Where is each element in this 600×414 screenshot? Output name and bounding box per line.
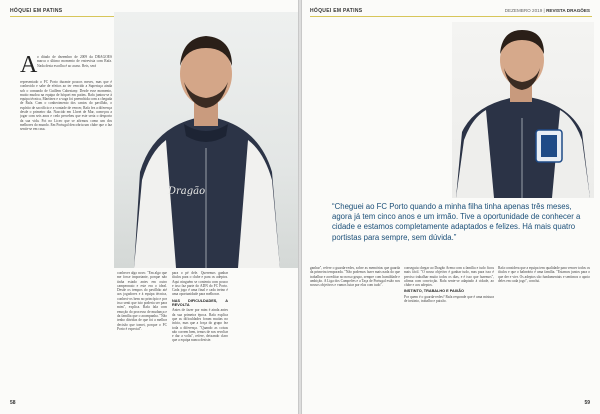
- right-column-2-text-2: Por quem é o guarda-redes? Rafa responde que é uma mistura de instinto, trabalho e paixão.: [404, 294, 494, 304]
- section-header-right: HÓQUEI EM PATINS: [310, 8, 363, 14]
- right-page: [302, 0, 600, 414]
- article-column-2: conhecer algo novo. "Em algo que me fosse importante, porque não tinha estado antes em outro campeonato e este era o ideal. Desde os tempos do pavilhão até aos jogadores e à equipa técnica, conheci-os bem no princípio e por isso senti que isto poderia ser para mim", explica. Rafa fala com emoção do processo de mudança e da família que o acompanha. "Não tenho dúvidas de que foi a melhor decisão que tomei, porque o FC Porto é especial".: [117, 271, 167, 331]
- header-rule-right: [310, 16, 592, 17]
- right-column-2-text: conseguiu chegar ao Dragão Arena com a família e tudo ficou mais fácil. "O nosso objetivo é ganhar tudo, mas para isso é preciso trabalhar muito todos os dias, e é isso que fazemos", afirma com convicção. Rafa sente-se adaptado à cidade, ao clube e aos adeptos.: [404, 266, 494, 288]
- article-column-1: representado o FC Porto durante poucos meses, mas que é conhecido e sabe de efeitos ao ter vencido a Supertaça ainda sob o comando de Guillem Cabestany. Desde esse momento, muito mudou na equipa de hóquei em patins. Rafa juntou-se à equipa técnica, Martínez e a vaga foi preenchida com a chegada de Rafa. Com o conhecimento dos cantos do pavilhão, o espírito de sacrifício e a vontade de vencer, Rafa fez a diferença desde o primeiro dia. Nascido em Lloret de Mar, começou a jogar com seis anos e cedo percebeu que este seria o desporto da sua vida. Foi no Liceo que se afirmou como um dos melhores do mundo. Em Portugal descobriu um clube que o faz sentir-se em casa.: [20, 80, 112, 132]
- player-portrait-illustration-2: [452, 22, 594, 198]
- article-column-3-text-2: Antes de fazer por mim é ainda antes da sua primeira época. Rafa explica que as dificuldades foram muitas no início, mas que a força do grupo fez toda a diferença. "Quando as coisas não correm bem, temos de nos revoltar e dar a volta", refere, deixando claro que a equipa nunca desiste.: [172, 308, 228, 343]
- subheading-dificuldades: NAS DIFICULDADES, A REVOLTA: [172, 298, 228, 308]
- issue-date: DEZEMBRO 2019: [504, 8, 543, 13]
- right-article-column-3: Rafa considera que a equipa tem qualidade para vencer todos os títulos e que o balneário é uma família. "Estamos juntos para o que der e vier. Os adeptos são fundamentais e sentimos o apoio deles em cada jogo", conclui.: [498, 266, 590, 283]
- player-photo-right: [452, 22, 594, 198]
- right-article-column-2: [404, 266, 494, 404]
- subheading-instinto: INSTINTO, TRABALHO E PAIXÃO: [404, 289, 464, 294]
- article-intro: o ditado de dezembro de 2009 da DRAGÕES marca o último momento de entrevista com Rafa. Nada desta escolha é ao acaso. Reis, será: [37, 55, 112, 68]
- player-portrait-illustration: [114, 12, 298, 268]
- drop-cap: A: [20, 52, 38, 78]
- article-column-3-text: para o pé dele. Queremos ganhar títulos para o clube e para os adeptos. Aqui ninguém se contenta com pouco e isso faz parte do ADN do FC Porto. Cada jogo é uma final e cada treino é uma oportunidade para melhorar.: [172, 271, 228, 297]
- right-article-column-1: ganhar", refere o guarda-redes, sobre as memórias que guarda da primeira temporada. "Não podemos fazer mais nada do que trabalhar e acreditar no nosso grupo, sempre com humildade e ambição. A Liga dos Campeões e a Taça de Portugal estão nos nossos objetivos e vamos lutar por elas com tudo".: [310, 266, 400, 288]
- issue-meta: [505, 8, 590, 13]
- pull-quote: “Cheguei ao FC Porto quando a minha filha tinha apenas três meses, agora já tem cinco anos e um irmão. Tive a oportunidade de conhecer a cidade e estamos completamente adaptados e felizes. Há mais quatro portistas para sempre, sem dúvida.”: [332, 202, 581, 242]
- meta-separator: |: [543, 8, 547, 13]
- left-page: [0, 0, 298, 414]
- page-number-left: 58: [10, 400, 16, 406]
- publication-name: REVISTA DRAGÕES: [546, 8, 590, 13]
- article-column-3: [172, 271, 228, 403]
- player-photo-left: [114, 12, 298, 268]
- section-header-left: HÓQUEI EM PATINS: [10, 8, 63, 14]
- page-number-right: 59: [584, 400, 590, 406]
- svg-text:Dragão: Dragão: [168, 186, 206, 197]
